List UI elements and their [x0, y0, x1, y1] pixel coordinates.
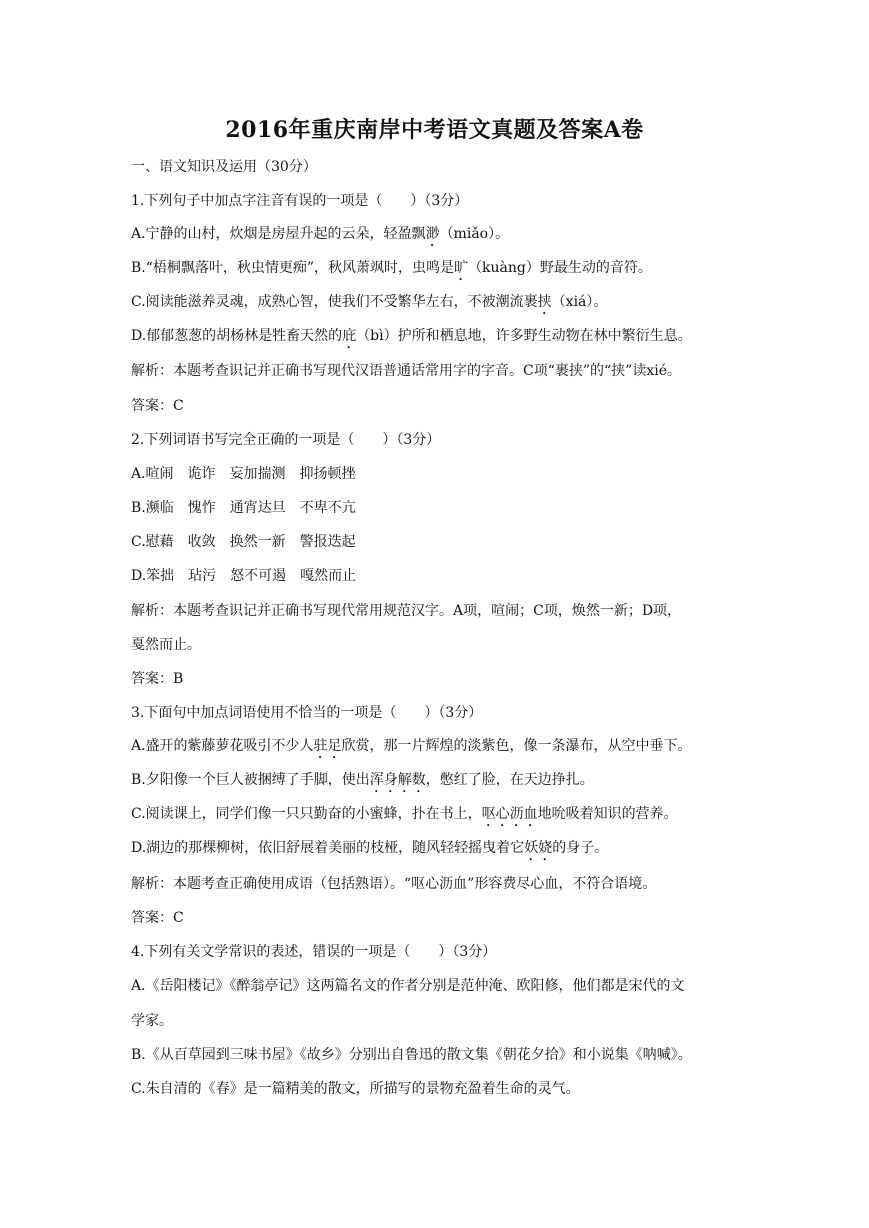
dotted-phrase: 浑身解数 [369, 772, 426, 788]
question-2-analysis-cont: 戛然而止。 [131, 637, 201, 653]
option-text: 地吮吸着知识的营养。 [537, 806, 678, 822]
question-2-option-d: D.笨拙 玷污 怒不可遏 嘎然而止 [131, 568, 357, 584]
question-4-option-c: C.朱自清的《春》是一篇精美的散文，所描写的景物充盈着生命的灵气。 [131, 1081, 580, 1097]
option-text: （kuàng）野最生动的音符。 [468, 260, 652, 276]
question-3-analysis: 解析：本题考查正确使用成语（包括熟语）。“呕心沥血”形容费尽心血，不符合语境。 [131, 876, 657, 892]
option-text: C.阅读能滋养灵魂，成熟心智，使我们不受繁华左右，不被潮流裹 [131, 294, 538, 310]
question-2-option-b: B.濒临 愧怍 通宵达旦 不卑不亢 [131, 500, 356, 516]
option-text: A.宁静的山村，炊烟是房屋升起的云朵，轻盈飘 [131, 226, 426, 242]
option-text: （xiá）。 [551, 294, 608, 310]
question-3-option-d [131, 838, 751, 864]
option-text: ，憋红了脸，在天边挣扎。 [425, 772, 594, 788]
question-2-option-c: C.慰藉 收敛 换然一新 警报迭起 [131, 534, 356, 550]
question-3-option-a [131, 736, 751, 762]
option-text: C.阅读课上，同学们像一只只勤奋的小蜜蜂，扑在书上， [131, 806, 482, 822]
option-text: D.湖边的那棵柳树，依旧舒展着美丽的枝桠，随风轻轻摇曳着它 [131, 840, 525, 856]
option-text: A.盛开的紫藤萝花吸引不少人 [131, 738, 314, 754]
dotted-character: 庇 [342, 328, 357, 344]
question-3-option-c [131, 804, 751, 830]
question-2-answer: 答案：B [131, 671, 184, 687]
question-1-option-b [131, 258, 751, 284]
question-1-option-a [131, 224, 751, 250]
dotted-character: 渺 [425, 226, 440, 242]
dotted-phrase: 驻足 [313, 738, 342, 754]
question-4-option-a: A.《岳阳楼记》《醉翁亭记》这两篇名文的作者分别是范仲淹、欧阳修，他们都是宋代的文 [131, 978, 685, 994]
option-text: 欣赏，那一片辉煌的淡紫色，像一条瀑布，从空中垂下。 [341, 738, 692, 754]
option-text: （bì）护所和栖息地，许多野生动物在林中繁衍生息。 [356, 328, 692, 344]
dotted-phrase: 妖娆 [524, 840, 553, 856]
question-1-option-c [131, 292, 751, 318]
option-text: B.“梧桐飘落叶，秋虫情更痴”，秋风萧飒时，虫鸣是 [131, 260, 455, 276]
option-text: B.夕阳像一个巨人被捆缚了手脚，使出 [131, 772, 370, 788]
question-3-option-b [131, 770, 751, 796]
option-text: 的身子。 [552, 840, 609, 856]
question-1-analysis: 解析：本题考查识记并正确书写现代汉语普通话常用字的字音。C项“裹挟”的“挟”读xié。 [131, 363, 681, 379]
question-4-option-a-cont: 学家。 [131, 1013, 173, 1029]
question-2-analysis: 解析：本题考查识记并正确书写现代常用规范汉字。A项，喧闹；C项，焕然一新；D项， [131, 603, 682, 619]
option-text: D.郁郁葱葱的胡杨林是牲畜天然的 [131, 328, 343, 344]
document-title: 2016年重庆南岸中考语文真题及答案A卷 [225, 117, 644, 143]
question-2-option-a: A.喧闹 诡诈 妄加揣测 抑扬顿挫 [131, 466, 356, 482]
dotted-phrase: 呕心沥血 [481, 806, 538, 822]
question-3-stem: 3.下面句中加点词语使用不恰当的一项是（ ）（3分） [131, 705, 483, 721]
question-4-stem: 4.下列有关文学常识的表述，错误的一项是（ ）（3分） [131, 944, 497, 960]
question-3-answer: 答案：C [131, 910, 184, 926]
question-1-stem: 1.下列句子中加点字注音有误的一项是（ ）（3分） [131, 193, 469, 209]
section-heading: 一、语文知识及运用（30分） [131, 159, 317, 175]
question-1-option-d [131, 326, 751, 352]
question-2-stem: 2.下列词语书写完全正确的一项是（ ）（3分） [131, 432, 441, 448]
option-text: （miǎo）。 [439, 226, 510, 242]
dotted-character: 旷 [454, 260, 469, 276]
dotted-character: 挟 [537, 294, 552, 310]
question-1-answer: 答案：C [131, 398, 184, 414]
question-4-option-b: B.《从百草园到三味书屋》《故乡》分别出自鲁迅的散文集《朝花夕拾》和小说集《呐喊》。 [131, 1047, 692, 1063]
